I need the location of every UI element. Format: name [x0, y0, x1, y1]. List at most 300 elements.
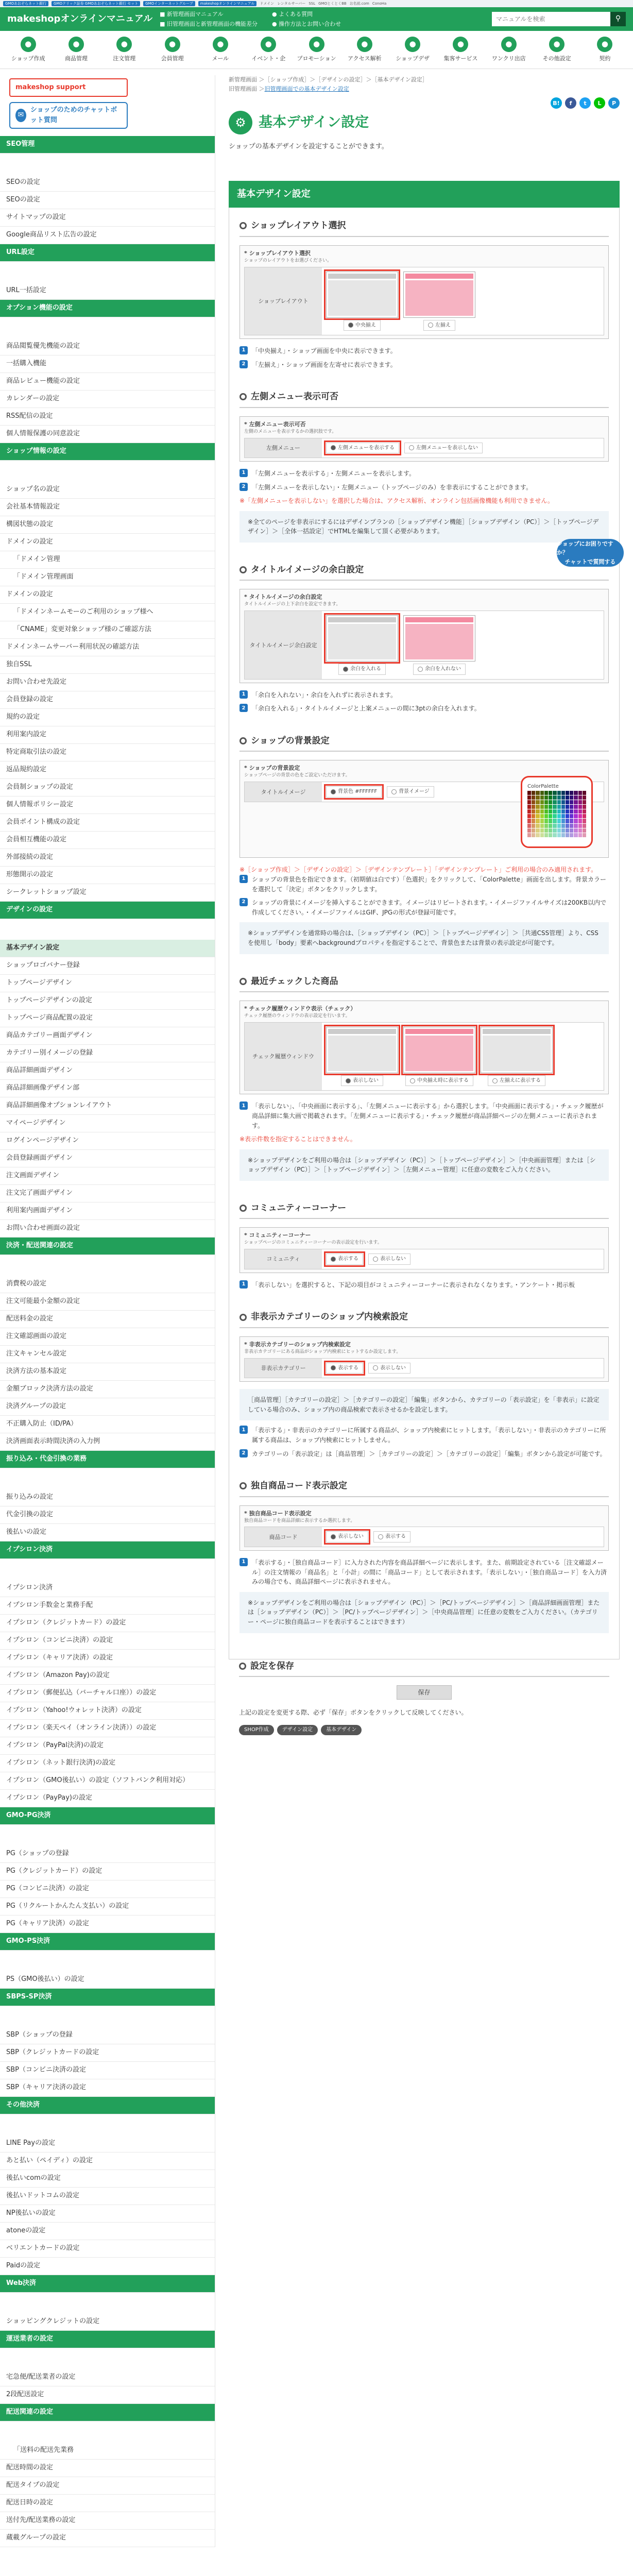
- share-icon[interactable]: f: [565, 97, 576, 109]
- nav-label: ショップデザ: [396, 55, 430, 62]
- sidebar-item[interactable]: PG（キャリア決済）の設定: [0, 1916, 215, 1933]
- contact-link[interactable]: ● 操作方法とお問い合わせ: [272, 21, 341, 27]
- sidebar-item[interactable]: 規約の設定: [0, 709, 215, 726]
- share-icon[interactable]: t: [579, 97, 591, 109]
- note-text: 「余白を入れる」・タイトルイメージと上案メニューの間に3ptの余白を入れます。: [252, 705, 481, 713]
- sidebar-item[interactable]: 後払いcomの設定: [0, 2170, 215, 2188]
- nav-item[interactable]: [196, 37, 244, 63]
- sidebar-item[interactable]: SEOの設定: [0, 192, 215, 209]
- sidebar-item[interactable]: シークレットショップ設定: [0, 884, 215, 902]
- row-label: タイトルイメージ余白設定: [245, 611, 322, 679]
- section-title: ショップの背景設定: [251, 736, 330, 747]
- option-group: [326, 272, 398, 331]
- sidebar-item[interactable]: PG（リクルートかんたん支払い）の設定: [0, 1898, 215, 1916]
- info-box: ［商品管理］［カテゴリーの設定］＞［カテゴリーの設定］「編集」ボタンから、カテゴリーの「表示設定」を「非表示」に設定している場合のみ、ショップ内の商品検索で表示させるかを設定します。: [239, 1389, 609, 1420]
- share-icon[interactable]: B!: [551, 97, 562, 109]
- sidebar-item[interactable]: イプシロン（キャリア決済）の設定: [0, 1650, 215, 1667]
- shot-label: * タイトルイメージの余白設定: [244, 594, 322, 601]
- radio-option[interactable]: [404, 443, 483, 454]
- radio-icon: [331, 789, 336, 794]
- shot-label: * ショップレイアウト選択: [244, 249, 311, 257]
- option-group: [403, 272, 475, 331]
- circle-icon: [239, 1663, 246, 1670]
- radio-option[interactable]: [423, 320, 455, 331]
- topstrip-link[interactable]: SSL: [309, 1, 316, 6]
- sidebar-item[interactable]: 商品詳細画像オプションレイアウト: [0, 1097, 215, 1115]
- radio-option[interactable]: [326, 1253, 363, 1265]
- nav-item[interactable]: [293, 37, 340, 63]
- nav-item[interactable]: [533, 37, 580, 63]
- sidebar-item[interactable]: 注文キャンセル設定: [0, 1346, 215, 1363]
- sidebar-item[interactable]: 決済グループの設定: [0, 1398, 215, 1416]
- sidebar-item[interactable]: PG（クレジットカード）の設定: [0, 1863, 215, 1880]
- info-box: ※ショップデザインをご利用の場合は［ショップデザイン（PC）］＞［トップページデザイン］＞［中央画面管理］または［ショップデザイン（PC）］＞［トップページデザイン］＞［左側メニュー管理］に任意の変数をご入力ください。: [239, 1149, 609, 1181]
- sidebar-item[interactable]: イプシロン（GMO後払い）の設定（ソフトバンク利用対応）: [0, 1772, 215, 1790]
- topstrip-link[interactable]: ConoHa: [372, 1, 387, 6]
- nav-item[interactable]: [52, 37, 100, 63]
- option-group: [326, 443, 399, 454]
- sidebar-item[interactable]: お問い合わせ先設定: [0, 674, 215, 691]
- setting-note: [239, 898, 609, 917]
- radio-icon: [346, 1078, 351, 1083]
- sidebar-item[interactable]: 会員登録の設定: [0, 691, 215, 709]
- sidebar-item[interactable]: 配送時間の設定: [0, 2460, 215, 2477]
- radio-icon: [343, 667, 348, 672]
- radio-option[interactable]: [368, 1363, 410, 1374]
- radio-label: 左揃え: [435, 322, 451, 328]
- sidebar-item[interactable]: 商品詳細画像デザイン部: [0, 1080, 215, 1097]
- search-input[interactable]: [492, 12, 610, 26]
- setting-note: [239, 875, 609, 894]
- sidebar-item[interactable]: 配送日時の設定: [0, 2495, 215, 2512]
- sidebar-item[interactable]: 一括購入機能: [0, 355, 215, 373]
- preview-body: [328, 1036, 396, 1071]
- sidebar-item[interactable]: PG（ショップの登録: [0, 1845, 215, 1863]
- preview-thumbnail: [481, 1027, 553, 1073]
- sidebar-item[interactable]: マイページデザイン: [0, 1115, 215, 1132]
- radio-option[interactable]: [488, 1075, 545, 1087]
- nav-item[interactable]: [437, 37, 485, 63]
- sidebar-item[interactable]: Google商品リスト広告の設定: [0, 227, 215, 244]
- setting-screenshot: [239, 245, 609, 339]
- sidebar-item[interactable]: 外部接続の設定: [0, 849, 215, 867]
- number-badge: 1: [239, 690, 248, 699]
- save-note: 上記の設定を変更する際、必ず「保存」ボタンをクリックして反映してください。: [239, 1709, 468, 1717]
- shot-row: [244, 611, 604, 680]
- number-badge: 2: [239, 898, 248, 906]
- sidebar-item[interactable]: 「ドメインネームモーのご利用のショップ様へ: [0, 604, 215, 621]
- sidebar-item[interactable]: ドメインの設定: [0, 534, 215, 551]
- shot-row: [244, 1249, 604, 1269]
- sidebar-item[interactable]: SBP（キャリア決済の設定: [0, 2079, 215, 2097]
- breadcrumb-old-link[interactable]: 旧管理画面での基本デザイン設定: [264, 85, 349, 92]
- event-icon: ●: [261, 37, 276, 52]
- sidebar-item[interactable]: ドメインネームサーバー利用状況の確認方法: [0, 639, 215, 656]
- nav-label: 集客サービス: [443, 55, 478, 62]
- row-value: [322, 1249, 604, 1269]
- search-icon[interactable]: ⚲: [610, 12, 626, 26]
- nav-label: イベント・企: [251, 55, 286, 62]
- nav-item[interactable]: [4, 37, 52, 63]
- sidebar-item[interactable]: ログインページデザイン: [0, 1132, 215, 1150]
- shot-desc: チェック履歴のウィンドウの表示設定を行います。: [244, 1013, 350, 1019]
- section-title: 非表示カテゴリーのショップ内検索設定: [251, 1312, 408, 1323]
- sidebar-item[interactable]: ショッピングクレジットの設定: [0, 2313, 215, 2331]
- preview-bar: [328, 274, 396, 279]
- sidebar-item[interactable]: あと払い（ペイディ）の設定: [0, 2153, 215, 2170]
- radio-label: 左側メニューを表示しない: [416, 445, 478, 451]
- sidebar-item[interactable]: お問い合わせ画面の設定: [0, 1220, 215, 1238]
- sidebar-item[interactable]: イプシロン（PayPay)の設定: [0, 1790, 215, 1807]
- sidebar-item[interactable]: 商品カテゴリー画面デザイン: [0, 1027, 215, 1045]
- sidebar-item[interactable]: カレンダーの設定: [0, 391, 215, 408]
- nav-item[interactable]: [148, 37, 196, 63]
- sidebar-item[interactable]: NP後払いの設定: [0, 2205, 215, 2223]
- support-banner[interactable]: makeshop support: [9, 78, 128, 97]
- shot-row: [244, 267, 604, 336]
- sidebar-item[interactable]: 後払いの設定: [0, 1524, 215, 1541]
- new-manual-link[interactable]: ■ 新管理画面マニュアル: [160, 10, 224, 18]
- sidebar-item[interactable]: 送付先/配送業務の設定: [0, 2512, 215, 2530]
- sidebar-item[interactable]: イプシロン（ネット銀行決済)の設定: [0, 1755, 215, 1772]
- section-heading: [239, 975, 609, 992]
- chat-icon: ✉: [15, 109, 26, 122]
- save-block: [229, 1659, 620, 1735]
- shot-desc: 非表示カテゴリーにある商品がショップ内検索にヒットするか設定します。: [244, 1349, 401, 1354]
- radio-option[interactable]: [368, 1253, 410, 1265]
- radio-option[interactable]: [326, 443, 399, 454]
- preview-body: [405, 280, 473, 316]
- sidebar-item[interactable]: 後払いドットコムの設定: [0, 2188, 215, 2205]
- sidebar-item[interactable]: イプシロン（コンビニ決済）の設定: [0, 1632, 215, 1650]
- sidebar-item[interactable]: 会員相互機能の設定: [0, 832, 215, 849]
- sidebar-item[interactable]: 特定商取引法の設定: [0, 744, 215, 761]
- topstrip-link[interactable]: ドメイン: [260, 1, 275, 6]
- sidebar-item[interactable]: 返品規約設定: [0, 761, 215, 779]
- share-icon[interactable]: L: [594, 97, 605, 109]
- sidebar-item[interactable]: 金額ブロック決済方法の設定: [0, 1381, 215, 1398]
- sidebar-item[interactable]: 「ドメイン管理画面: [0, 569, 215, 586]
- setting-section: [239, 1201, 609, 1290]
- radio-icon: [331, 1257, 336, 1262]
- sidebar-section: URL設定: [0, 244, 215, 262]
- note-text: 「左側メニューを表示しない」・左側メニュー（トップページのみ）を非表示にすることができます。: [252, 483, 532, 491]
- radio-option[interactable]: [326, 786, 382, 798]
- sidebar-section: デザインの設定: [0, 902, 215, 919]
- sidebar-item[interactable]: イプシロン（Amazon Pay)の設定: [0, 1667, 215, 1685]
- topstrip-link[interactable]: GMOインターネットグループ: [143, 1, 195, 7]
- sidebar-item[interactable]: サイトマップの設定: [0, 209, 215, 227]
- shot-label: * チェック履歴ウィンドウ表示（チェック）: [244, 1005, 356, 1012]
- sidebar-item[interactable]: 構図状態の設定: [0, 516, 215, 534]
- preview-bar: [405, 617, 473, 622]
- save-heading: [239, 1659, 609, 1677]
- topstrip-link[interactable]: GMOクリック証券 GMOあおぞらネット銀行 セット: [52, 1, 140, 7]
- sidebar-item[interactable]: イプシロン（楽天ペイ（オンライン決済））の設定: [0, 1720, 215, 1737]
- sidebar-item[interactable]: 商品詳細画面デザイン: [0, 1062, 215, 1080]
- number-badge: 1: [239, 1558, 248, 1566]
- sidebar-section: ショップ情報の設定: [0, 443, 215, 461]
- sidebar-item[interactable]: イプシロン決済: [0, 1580, 215, 1597]
- sidebar-item[interactable]: SEOの設定: [0, 174, 215, 192]
- nav-label: アクセス解析: [348, 55, 382, 62]
- sidebar-item[interactable]: RSS配信の設定: [0, 408, 215, 426]
- share-icon[interactable]: P: [608, 97, 620, 109]
- row-label: タイトルイメージ: [245, 782, 322, 802]
- chat-help-button[interactable]: [557, 539, 624, 567]
- option-group: [403, 1027, 475, 1087]
- radio-label: 表示しない: [380, 1256, 406, 1262]
- circle-icon: [239, 1314, 247, 1321]
- note-text: 「中央揃え」・ショップ画面を中央に表示できます。: [252, 347, 397, 355]
- shot-desc: ショップのレイアウトをお選びください。: [244, 258, 332, 263]
- sidebar-item[interactable]: 会員ポイント構成の設定: [0, 814, 215, 832]
- radio-label: 中央揃え: [355, 322, 376, 328]
- sidebar-item[interactable]: 商品閲覧優先機能の設定: [0, 338, 215, 355]
- shot-row: [244, 1022, 604, 1091]
- row-value: [322, 1359, 604, 1378]
- sidebar-item[interactable]: イプシロン（郵便払込（バーチャル口座））の設定: [0, 1685, 215, 1702]
- sidebar: [0, 75, 215, 2547]
- nav-label: その他設定: [542, 55, 571, 62]
- radio-icon: [373, 1365, 378, 1370]
- sidebar-item[interactable]: 注文画面デザイン: [0, 1167, 215, 1185]
- design-icon: ●: [405, 37, 420, 52]
- option-group: [326, 1363, 363, 1374]
- radio-icon: [331, 445, 336, 450]
- diff-link[interactable]: ■ 旧管理画面と新管理画面の機能差分: [160, 21, 258, 27]
- sidebar-item[interactable]: トップページ商品配置の設定: [0, 1010, 215, 1027]
- option-group: [481, 1027, 553, 1087]
- sidebar-item[interactable]: 不正購入防止（ID/PA）: [0, 1416, 215, 1433]
- radio-label: 表示しない: [353, 1077, 379, 1083]
- setting-note: [239, 346, 609, 356]
- radio-option[interactable]: [387, 786, 434, 798]
- radio-option[interactable]: [341, 1075, 383, 1087]
- topstrip-link[interactable]: makeshopオンラインマニュアル: [198, 1, 257, 7]
- sidebar-section: オプション機能の設定: [0, 300, 215, 317]
- radio-option[interactable]: [326, 1531, 368, 1543]
- page-title-block: [229, 111, 620, 134]
- sidebar-item[interactable]: 商品レビュー機能の設定: [0, 373, 215, 391]
- sidebar-item[interactable]: 注文確認画面の設定: [0, 1328, 215, 1346]
- store-icon: ●: [21, 37, 36, 52]
- cart-icon: ●: [116, 37, 132, 52]
- tag[interactable]: SHOP作成: [239, 1725, 274, 1735]
- sidebar-item[interactable]: イプシロン（クレジットカード）の設定: [0, 1615, 215, 1632]
- radio-label: 背景イメージ: [399, 789, 430, 795]
- section-title: タイトルイメージの余白設定: [251, 565, 364, 575]
- sidebar-item[interactable]: URL一括設定: [0, 282, 215, 300]
- sidebar-item[interactable]: トップページデザイン: [0, 975, 215, 992]
- gear-icon: ⚙: [229, 111, 252, 134]
- sidebar-item[interactable]: 決済画面表示時間決済の入力例: [0, 1433, 215, 1451]
- sidebar-section: 配送関連の設定: [0, 2404, 215, 2421]
- setting-note: [239, 360, 609, 370]
- shot-desc: ショップページのコミュニティーコーナーの表示設定を行います。: [244, 1240, 382, 1246]
- save-heading-text: 設定を保存: [250, 1660, 294, 1671]
- circle-icon: [239, 978, 247, 985]
- radio-label: 表示しない: [338, 1534, 364, 1540]
- chatbot-banner[interactable]: [9, 102, 128, 129]
- row-value: [322, 611, 604, 679]
- radio-icon: [348, 323, 353, 328]
- sidebar-item[interactable]: 利用案内設定: [0, 726, 215, 744]
- section-heading: [239, 563, 609, 581]
- radio-option[interactable]: [413, 664, 466, 675]
- radio-icon: [331, 1534, 336, 1539]
- tag[interactable]: 基本デザイン: [321, 1725, 362, 1735]
- radio-option[interactable]: [373, 1531, 410, 1543]
- sidebar-section: Web決済: [0, 2275, 215, 2293]
- sidebar-item[interactable]: 個人情報ポリシー設定: [0, 796, 215, 814]
- row-value: [322, 1023, 604, 1091]
- sidebar-item[interactable]: 2段配送設定: [0, 2386, 215, 2404]
- sidebar-item[interactable]: LINE Payの設定: [0, 2135, 215, 2153]
- sidebar-item[interactable]: 配送タイプの設定: [0, 2477, 215, 2495]
- radio-option[interactable]: [344, 320, 381, 331]
- radio-label: 表示する: [338, 1365, 358, 1371]
- shot-desc: タイトルイメージの上下余白を設定できます。: [244, 602, 341, 607]
- sidebar-item[interactable]: イプシロン（Yahoo!ウォレット決済）の設定: [0, 1702, 215, 1720]
- sidebar-item[interactable]: 会社基本情報設定: [0, 499, 215, 516]
- sidebar-item[interactable]: カテゴリー別イメージの登録: [0, 1045, 215, 1062]
- radio-label: 中央揃え時に表示する: [417, 1077, 469, 1083]
- shot-row: [244, 1358, 604, 1379]
- number-badge: 1: [239, 875, 248, 883]
- radio-icon: [410, 1078, 415, 1083]
- preview-body: [483, 1036, 551, 1071]
- setting-screenshot: [239, 1505, 609, 1551]
- gear-icon: ●: [549, 37, 564, 52]
- radio-option[interactable]: [338, 664, 386, 675]
- sidebar-item[interactable]: 注文完了画面デザイン: [0, 1185, 215, 1202]
- preview-thumbnail: [326, 272, 398, 318]
- faq-link[interactable]: ● よくある質問: [272, 10, 313, 18]
- sidebar-item[interactable]: 「送料の配送先業務: [0, 2442, 215, 2460]
- sidebar-item[interactable]: トップページデザインの設定: [0, 992, 215, 1010]
- preview-body: [405, 624, 473, 659]
- sidebar-item[interactable]: 代金引換の設定: [0, 1506, 215, 1524]
- option-group: [373, 1531, 410, 1543]
- breadcrumb-old-label: 旧管理画面 ＞: [229, 85, 265, 92]
- setting-section: [239, 1479, 609, 1633]
- sidebar-item[interactable]: PS（GMO後払い）の設定: [0, 1971, 215, 1989]
- radio-icon: [331, 1365, 336, 1370]
- nav-item[interactable]: [245, 37, 293, 63]
- tag[interactable]: デザイン設定: [277, 1725, 318, 1735]
- preview-body: [405, 1036, 473, 1071]
- palette-title: ColorPalette: [527, 784, 559, 790]
- sidebar-item[interactable]: 個人情報保護の同意設定: [0, 426, 215, 443]
- topstrip-link[interactable]: GMOとくとくBB: [318, 1, 347, 6]
- sidebar-item[interactable]: 消費税の設定: [0, 1276, 215, 1293]
- radio-icon: [373, 1257, 378, 1262]
- sidebar-item[interactable]: 「ドメイン管理: [0, 551, 215, 569]
- radio-icon: [428, 323, 433, 328]
- section-heading: [239, 390, 609, 408]
- section-title: 左側メニュー表示可否: [251, 392, 338, 402]
- sidebar-item[interactable]: atoneの設定: [0, 2223, 215, 2240]
- search-box: [492, 12, 626, 26]
- option-group: [326, 615, 398, 675]
- sidebar-item[interactable]: ショップロゴバナー登録: [0, 957, 215, 975]
- number-badge: 2: [239, 1449, 248, 1458]
- nav-item[interactable]: [389, 37, 437, 63]
- radio-option[interactable]: [326, 1363, 363, 1374]
- sidebar-item[interactable]: 振り込みの設定: [0, 1489, 215, 1506]
- topstrip-link[interactable]: レンタルサーバー: [277, 1, 306, 6]
- main-content: [215, 75, 633, 2547]
- nav-item[interactable]: [100, 37, 148, 63]
- page-title: 基本デザイン設定: [259, 114, 369, 131]
- setting-screenshot: [239, 760, 609, 858]
- sidebar-section: SEO管理: [0, 136, 215, 154]
- sidebar-item[interactable]: 注文可能最小金額の設定: [0, 1293, 215, 1311]
- sidebar-item[interactable]: 決済方法の基本設定: [0, 1363, 215, 1381]
- sidebar-item[interactable]: 独自SSL: [0, 656, 215, 674]
- sidebar-item[interactable]: イプシロン手数金と業務手配: [0, 1597, 215, 1615]
- settings-panel: [229, 208, 620, 1659]
- note-text: カテゴリーの「表示設定」は［商品管理］＞［カテゴリーの設定］＞［カテゴリーの設定］「編集」ボタンから設定が可能です。: [252, 1450, 606, 1458]
- option-group: [326, 1253, 363, 1265]
- nav-item[interactable]: [485, 37, 533, 63]
- shot-label: * 独自商品コード表示設定: [244, 1510, 312, 1517]
- topstrip-link[interactable]: お名前.com: [349, 1, 369, 6]
- sidebar-item[interactable]: ショップ名の設定: [0, 481, 215, 499]
- nav-item[interactable]: [340, 37, 388, 63]
- number-badge: 1: [239, 469, 248, 477]
- number-badge: 2: [239, 704, 248, 712]
- sidebar-item[interactable]: ドメインの設定: [0, 586, 215, 604]
- circle-icon: [239, 393, 247, 400]
- radio-option[interactable]: [405, 1075, 473, 1087]
- warning-text: ※［ショップ作成］＞［デザインの設定］＞［デザインテンプレート］「デザインテンプレート」ご利用の場合のみ適用されます。: [239, 866, 597, 874]
- topstrip-link[interactable]: GMOあおぞらネット銀行: [3, 1, 48, 7]
- warning-text: ※「左側メニューを表示しない」を選択した場合は、アクセス解析、オンライン包括画像機能も利用できません。: [239, 497, 554, 505]
- sidebar-item[interactable]: 会員制ショップの設定: [0, 779, 215, 796]
- row-label: チェック履歴ウィンドウ: [245, 1023, 322, 1091]
- sidebar-item[interactable]: Paidの設定: [0, 2258, 215, 2275]
- sidebar-item[interactable]: 利用案内画面デザイン: [0, 1202, 215, 1220]
- site-logo[interactable]: makeshopオンラインマニュアル: [7, 13, 153, 25]
- row-value: [322, 267, 604, 335]
- sidebar-item[interactable]: ベリエントカードの設定: [0, 2240, 215, 2258]
- sidebar-item[interactable]: PG（コンビニ決済）の設定: [0, 1880, 215, 1898]
- note-text: 「表示する」・［独自商品コード］に入力された内容を商品詳細ページに表示します。また、前期設定されている［注文確認メール］の注文情報の「商品名」と「小計」の間に「商品コード」として表示されます。「表示しない」・［独自商品コード］を入力済みの場合でも、商品詳細ページに表示されません。: [252, 1558, 607, 1586]
- sidebar-item[interactable]: SBP（コンビニ決済の設定: [0, 2062, 215, 2079]
- sidebar-item[interactable]: 会員登録画面デザイン: [0, 1150, 215, 1167]
- setting-screenshot: [239, 1227, 609, 1273]
- sidebar-item[interactable]: イプシロン（PayPal決済)の設定: [0, 1737, 215, 1755]
- radio-icon: [409, 445, 414, 450]
- sidebar-section: 運送業者の設定: [0, 2331, 215, 2348]
- sidebar-item[interactable]: 形態開示の設定: [0, 867, 215, 884]
- sidebar-item[interactable]: SBP（クレジットカードの設定: [0, 2044, 215, 2062]
- nav-item[interactable]: [581, 37, 629, 63]
- sidebar-item[interactable]: 蔵載グループの設定: [0, 2530, 215, 2547]
- sidebar-item[interactable]: 宅急便/配送業者の設定: [0, 2369, 215, 2386]
- color-palette[interactable]: [521, 776, 593, 848]
- sidebar-item[interactable]: 「CNAME」変更対象ショップ様のご確認方法: [0, 621, 215, 639]
- sidebar-item[interactable]: 基本デザイン設定: [0, 940, 215, 957]
- sidebar-item[interactable]: 配送料金の設定: [0, 1311, 215, 1328]
- sidebar-item[interactable]: SBP（ショップの登録: [0, 2027, 215, 2044]
- save-button[interactable]: 保存: [397, 1685, 451, 1700]
- nav-label: 注文管理: [113, 55, 136, 62]
- radio-label: 左側メニューを表示する: [338, 445, 395, 451]
- info-box: ※全てのページを非表示にするにはデザインプランの［ショップデザイン機能］［ショップデザイン（PC）］＞［トップページデザイン］＞［全体一括設定］でHTMLを編集して頂く必要があります。: [239, 511, 609, 543]
